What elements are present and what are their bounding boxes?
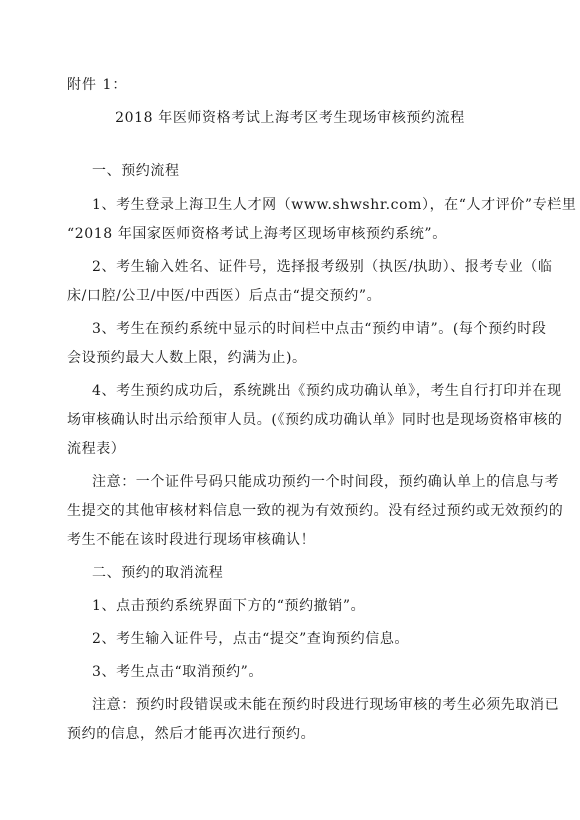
- attachment-label: 附件 1：: [67, 77, 128, 93]
- step-4-line-3: 流程表）: [67, 441, 126, 457]
- step-3-line-2: 会设预约最大人数上限，约满为止)。: [67, 350, 307, 366]
- step-2-line-1: 2、考生输入姓名、证件号，选择报考级别（执医/执助）、报考专业（临: [92, 259, 553, 275]
- cancel-step-3: 3、考生点击“取消预约”。: [92, 664, 264, 680]
- step-1-line-1: 1、考生登录上海卫生人才网（www.shwshr.com），在“人才评价”专栏里: [92, 197, 577, 213]
- note-1-line-2: 生提交的其他审核材料信息一致的视为有效预约。没有经过预约或无效预约的: [67, 503, 564, 519]
- section-heading-reservation: 一、预约流程: [92, 163, 180, 179]
- step-4-line-2: 场审核确认时出示给预审人员。(《预约成功确认单》同时也是现场资格审核的: [67, 412, 563, 428]
- note-1-line-3: 考生不能在该时段进行现场审核确认！: [67, 532, 316, 548]
- step-2-line-2: 床/口腔/公卫/中医/中西医）后点击“提交预约”。: [67, 288, 382, 304]
- section-heading-cancellation: 二、预约的取消流程: [92, 565, 224, 581]
- cancel-step-1: 1、点击预约系统界面下方的“预约撤销”。: [92, 598, 366, 614]
- step-4-line-1: 4、考生预约成功后，系统跳出《预约成功确认单》，考生自行打印并在现: [92, 383, 562, 399]
- note-2-line-1: 注意：预约时段错误或未能在预约时段进行现场审核的考生必须先取消已: [92, 697, 560, 713]
- note-2-line-2: 预约的信息，然后才能再次进行预约。: [67, 726, 316, 742]
- step-1-line-2: “2018 年国家医师资格考试上海考区现场审核预约系统”。: [67, 226, 447, 242]
- cancel-step-2: 2、考生输入证件号，点击“提交”查询预约信息。: [92, 631, 410, 647]
- note-1-line-1: 注意：一个证件号码只能成功预约一个时间段，预约确认单上的信息与考: [92, 474, 560, 490]
- page-title: 2018 年医师资格考试上海考区考生现场审核预约流程: [115, 110, 465, 126]
- step-3-line-1: 3、考生在预约系统中显示的时间栏中点击“预约申请”。(每个预约时段: [92, 321, 547, 337]
